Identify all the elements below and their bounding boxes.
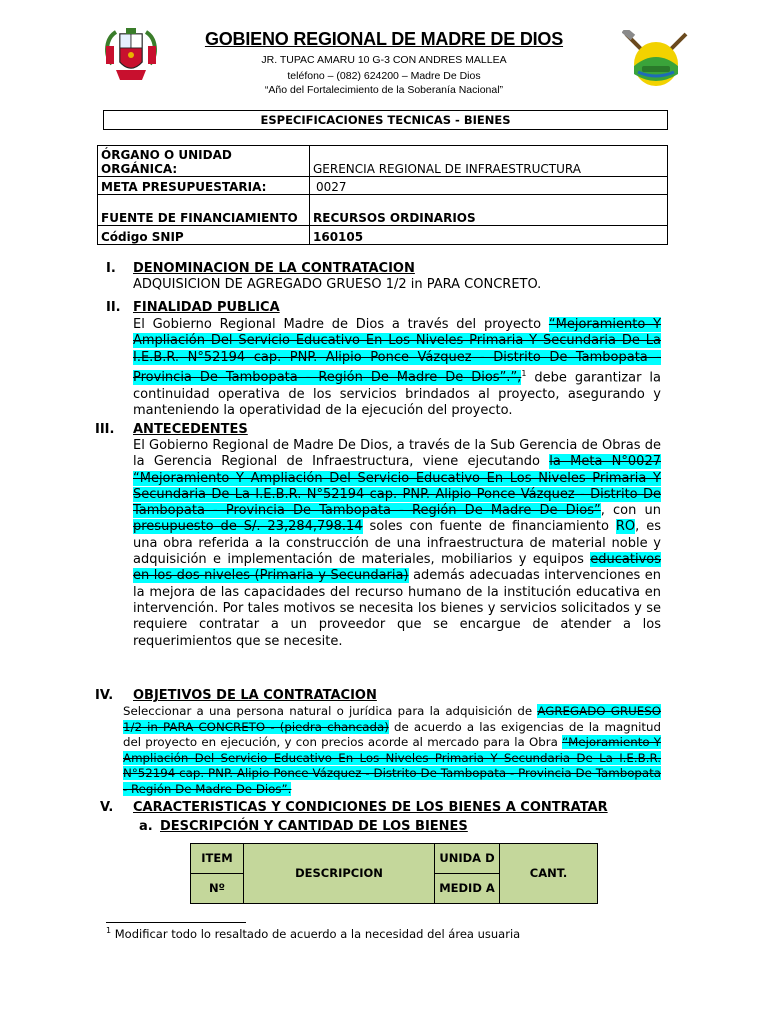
section-3-body: El Gobierno Regional de Madre De Dios, a través de la Sub Gerencia de Obras de la Gerencia Regional de Infraestructura, viene ejecutando la Meta N°0027 “Mejoramiento Y Ampliación Del Servicio Educativo En Los Niveles Primaria Y Secundaria De La I.E.B.R. N°52194 cap. PNP. Alipio Ponce Vázquez - Distrito De Tambopata - Provincia De Tambopata - Región De Madre De Dios”, con un presupuesto de S/. 23,284,798.14 soles con fuente de financiamiento RO, es una obra referida a la construcción de una infraestructura de material noble y adquisición e implementación de materiales, mobiliarios y equipos educativos en los dos niveles (Primaria y Secundaria) además adecuadas intervenciones en la mejora de las capacidades del recurso humano de la institución educativa en intervención. Por tales motivos se necesita los bienes y servicios solicitados y se requiere contratar a un proveedor que se encargue de atender a los requerimientos que se necesite. xyxy=(133,438,662,649)
col-item-header: ITEM xyxy=(191,844,244,874)
col-number-header: Nº xyxy=(191,874,244,904)
highlighted-funding: RO xyxy=(615,519,636,535)
highlighted-obra: “Mejoramiento Y Ampliación Del Servicio Educativo En Los Niveles Primaria Y Secundaria De La I.E.B.R. N°52194 cap. PNP. Alipio Ponce Vázquez - Distrito De Tambopata - Provincia De Tambopata - Región De Madre De Dios”. xyxy=(123,735,661,796)
section-4-body: Seleccionar a una persona natural o jurídica para la adquisición de AGREGADO GRUESO 1/2 in PARA CONCRETO - (piedra chancada) de acuerdo a las exigencias de la magnitud del proyecto en ejecución, y con precios acorde al mercado para la Obra “Mejoramiento Y Ampliación Del Servicio Educativo En Los Niveles Primaria Y Secundaria De La I.E.B.R. N°52194 cap. PNP. Alipio Ponce Vázquez - Distrito De Tambopata - Provincia De Tambopata - Región De Madre De Dios”. xyxy=(123,704,662,796)
section-2-title: FINALIDAD PUBLICA xyxy=(133,300,280,315)
section-3-number: III. xyxy=(95,422,115,437)
highlighted-budget: presupuesto de S/. 23,284,798.14 xyxy=(133,519,363,535)
section-2-body: El Gobierno Regional Madre de Dios a través del proyecto “Mejoramiento Y Ampliación Del Servicio Educativo En Los Niveles Primaria Y Secundaria De La I.E.B.R. N°52194 cap. PNP. Alipio Ponce Vázquez - Distrito De Tambopata - Provincia De Tambopata - Región De Madre De Dios”.”,$^1$ debe garantizar la continuidad operativa de los servicios brindados al proyecto, asegurando y manteniendo la operatividad de la ejecución del proyecto. xyxy=(133,317,662,418)
meta-table xyxy=(97,145,668,245)
document-title: ESPECIFICACIONES TECNICAS - BIENES xyxy=(103,110,668,130)
meta-label: META PRESUPUESTARIA: xyxy=(98,177,310,195)
highlighted-product: AGREGADO GRUESO 1/2 in PARA CONCRETO - (piedra chancada) xyxy=(123,704,661,734)
meta-label: Código SNIP xyxy=(98,226,310,245)
footnote-separator xyxy=(106,922,246,923)
highlighted-levels: educativos en los dos niveles (Primaria y Secundaria) xyxy=(133,552,661,584)
footnote: $^1$ Modificar todo lo resaltado de acuerdo a la necesidad del área usuaria xyxy=(106,926,521,941)
section-2-number: II. xyxy=(106,300,121,315)
section-3-title: ANTECEDENTES xyxy=(133,422,248,437)
col-measure-header: MEDID A xyxy=(435,874,500,904)
highlighted-project-name: “Mejoramiento Y Ampliación Del Servicio Educativo En Los Niveles Primaria Y Secundaria De La I.E.B.R. N°52194 cap. PNP. Alipio Ponce Vázquez - Distrito De Tambopata - Provincia De Tambopata - Región De Madre De Dios”.”, xyxy=(133,317,662,386)
footnote-ref: 1 xyxy=(521,368,527,378)
meta-label: FUENTE DE FINANCIAMIENTO xyxy=(98,195,310,226)
section-5-title: CARACTERISTICAS Y CONDICIONES DE LOS BIENES A CONTRATAR xyxy=(133,800,608,815)
header-phone: teléfono – (082) 624200 – Madre De Dios xyxy=(287,70,481,82)
section-4-title: OBJETIVOS DE LA CONTRATACION xyxy=(133,688,377,703)
section-5-number: V. xyxy=(100,800,114,815)
header-address: JR. TUPAC AMARU 10 G-3 CON ANDRES MALLEA xyxy=(261,54,507,66)
table-row xyxy=(191,844,598,874)
meta-value: 0027 xyxy=(310,177,668,195)
col-description-header: DESCRIPCION xyxy=(244,844,435,904)
meta-value: RECURSOS ORDINARIOS xyxy=(310,195,668,226)
meta-row xyxy=(98,195,668,226)
highlighted-meta: la Meta N°0027 “Mejoramiento Y Ampliación Del Servicio Educativo En Los Niveles Primaria Y Secundaria De La I.E.B.R. N°52194 cap. PNP. Alipio Ponce Vázquez - Distrito De Tambopata - Provincia De Tambopata - Región De Madre De Dios” xyxy=(133,454,661,519)
header-title: GOBIENO REGIONAL DE MADRE DE DIOS xyxy=(204,29,564,49)
section-5a-number: a. xyxy=(139,819,153,834)
section-1-body: ADQUISICION DE AGREGADO GRUESO 1/2 in PARA CONCRETO. xyxy=(133,277,542,292)
meta-row xyxy=(98,146,668,177)
meta-value: 160105 xyxy=(310,226,668,245)
meta-row xyxy=(98,177,668,195)
col-unit-header: UNIDA D xyxy=(435,844,500,874)
meta-row xyxy=(98,226,668,245)
section-4-number: IV. xyxy=(95,688,114,703)
section-5a-title: DESCRIPCIÓN Y CANTIDAD DE LOS BIENES xyxy=(160,819,468,834)
section-1-title: DENOMINACION DE LA CONTRATACION xyxy=(133,261,415,276)
header-year-motto: “Año del Fortalecimiento de la Soberanía Nacional” xyxy=(264,84,504,96)
meta-label: ÓRGANO O UNIDAD ORGÁNICA: xyxy=(98,146,310,177)
col-quantity-header: CANT. xyxy=(500,844,598,904)
meta-value: GERENCIA REGIONAL DE INFRAESTRUCTURA xyxy=(310,146,668,177)
section-1-number: I. xyxy=(106,261,116,276)
items-table xyxy=(190,843,598,904)
